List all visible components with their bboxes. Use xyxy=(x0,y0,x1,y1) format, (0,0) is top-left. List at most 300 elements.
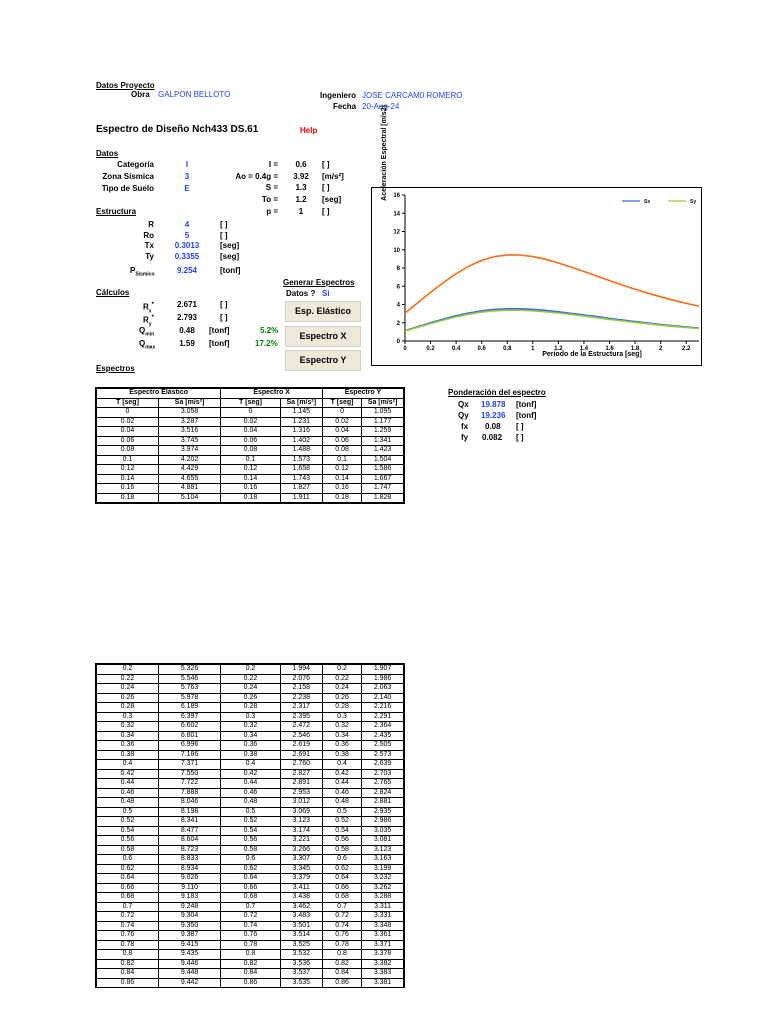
table-cell: 3.069 xyxy=(280,807,322,817)
table-cell: 2.891 xyxy=(280,779,322,789)
table-cell: 0.86 xyxy=(96,978,158,988)
table-cell: 0.82 xyxy=(96,959,158,969)
table-cell: 2.472 xyxy=(280,722,322,732)
ao-value: 3.92 xyxy=(293,172,309,181)
table-cell: 0.1 xyxy=(221,455,280,465)
table-row xyxy=(96,959,404,969)
table-row xyxy=(96,493,404,503)
table-cell: 0.52 xyxy=(322,817,361,827)
x-tick-label: 0.6 xyxy=(477,346,486,352)
table-cell: 2.158 xyxy=(280,684,322,694)
table-cell: 0.7 xyxy=(322,902,361,912)
qmax-percent: 17.2% xyxy=(255,339,278,348)
table-cell: 2.986 xyxy=(362,817,404,827)
r-label: R xyxy=(148,220,154,229)
categoria-label: Categoría xyxy=(117,160,154,169)
table-cell: 0.58 xyxy=(322,845,361,855)
fecha-value[interactable]: 20-Aug-24 xyxy=(362,102,400,111)
x-tick-label: 0.4 xyxy=(451,346,461,352)
table-cell: 7.371 xyxy=(158,760,220,770)
table-cell: 0.84 xyxy=(322,969,361,979)
table-row xyxy=(96,474,404,484)
table-cell: 7.186 xyxy=(158,750,220,760)
table-cell: 0 xyxy=(322,408,361,418)
table-cell: 0.82 xyxy=(221,959,280,969)
table-cell: 0.64 xyxy=(322,874,361,884)
ingeniero-label: Ingeniero xyxy=(320,91,357,100)
table-cell: 3.035 xyxy=(362,826,404,836)
r-value[interactable]: 4 xyxy=(184,220,190,229)
table-cell: 8.934 xyxy=(158,864,220,874)
table-cell: 2.216 xyxy=(362,703,404,713)
table-cell: 0.28 xyxy=(96,703,158,713)
table-row xyxy=(96,864,404,874)
table-cell: 0.44 xyxy=(322,779,361,789)
qy-value: 19.236 xyxy=(481,411,506,420)
table-cell: 0.24 xyxy=(96,684,158,694)
table-cell: 0 xyxy=(96,408,158,418)
qx-value: 19.878 xyxy=(481,400,506,409)
ro-value[interactable]: 5 xyxy=(184,231,190,240)
table-cell: 0.2 xyxy=(96,664,158,674)
table-row xyxy=(96,684,404,694)
table-row xyxy=(96,798,404,808)
qmin-value: 0.48 xyxy=(179,326,195,335)
ry-label: $R_y^*$ xyxy=(143,315,154,328)
table-cell: 0.44 xyxy=(221,779,280,789)
y-tick-label: 6 xyxy=(396,284,400,291)
table-cell: 0.68 xyxy=(221,893,280,903)
table-cell: 2.395 xyxy=(280,712,322,722)
table-cell: 3.345 xyxy=(280,864,322,874)
table-cell: 0.54 xyxy=(96,826,158,836)
table-cell: 2.639 xyxy=(362,760,404,770)
table-cell: 3.525 xyxy=(280,940,322,950)
table-cell: 0.32 xyxy=(96,722,158,732)
tx-unit: [seg] xyxy=(220,241,240,250)
table-cell: 0.66 xyxy=(221,883,280,893)
table-row xyxy=(96,446,404,456)
table-cell: 0.08 xyxy=(221,446,280,456)
table-row xyxy=(96,769,404,779)
table-cell: 0.32 xyxy=(322,722,361,732)
suelo-value[interactable]: E xyxy=(184,184,190,193)
legend-label: Sx xyxy=(644,199,651,205)
table-cell: 0.56 xyxy=(322,836,361,846)
table-row xyxy=(96,883,404,893)
table-cell: 0.78 xyxy=(322,940,361,950)
table-cell: 2.703 xyxy=(362,769,404,779)
table-cell: 0.24 xyxy=(322,684,361,694)
chart-ylabel: Aceleración Espectral [m/s2] xyxy=(381,105,388,201)
table-cell: 2.238 xyxy=(280,693,322,703)
to-unit: [seg] xyxy=(322,195,342,204)
table-cell: 0.7 xyxy=(96,902,158,912)
table-cell: 9.415 xyxy=(158,940,220,950)
y-tick-label: 8 xyxy=(396,266,400,272)
obra-label: Obra xyxy=(131,90,150,99)
table-cell: 0 xyxy=(221,408,280,418)
table-cell: 5.104 xyxy=(158,493,220,503)
datos-question-label: Datos ? xyxy=(286,289,316,298)
table-cell: 0.58 xyxy=(96,845,158,855)
table-cell: 0.06 xyxy=(96,436,158,446)
y-tick-label: 14 xyxy=(393,211,400,218)
esp-elastico-button[interactable]: Esp. Elástico xyxy=(285,301,361,322)
qmax-value: 1.59 xyxy=(179,339,195,348)
table-row xyxy=(96,855,404,865)
table-cell: 5.326 xyxy=(158,664,220,674)
table-cell: 2.291 xyxy=(362,712,404,722)
table-column-header: Sa [m/s²] xyxy=(158,398,220,408)
table-cell: 0.62 xyxy=(322,864,361,874)
qmin-percent: 5.2% xyxy=(260,326,279,335)
table-cell: 0.6 xyxy=(221,855,280,865)
table-row xyxy=(96,484,404,494)
table-cell: 2.760 xyxy=(280,760,322,770)
generar-espectros-label: Generar Espectros xyxy=(283,278,355,287)
table-cell: 3.438 xyxy=(280,893,322,903)
table-cell: 3.307 xyxy=(280,855,322,865)
table-cell: 3.348 xyxy=(362,921,404,931)
i-label: I = xyxy=(268,160,278,169)
table-cell: 0.2 xyxy=(221,664,280,674)
table-cell: 0.64 xyxy=(221,874,280,884)
x-tick-label: 0 xyxy=(403,346,407,352)
table-cell: 8.833 xyxy=(158,855,220,865)
table-column-header: T [seg] xyxy=(221,398,280,408)
table-cell: 3.221 xyxy=(280,836,322,846)
table-cell: 0.52 xyxy=(96,817,158,827)
ry-value: 2.793 xyxy=(176,313,198,322)
table-cell: 0.26 xyxy=(221,693,280,703)
table-row xyxy=(96,978,404,988)
s-value: 1.3 xyxy=(295,183,307,192)
table-cell: 9.304 xyxy=(158,912,220,922)
table-cell: 0.46 xyxy=(322,788,361,798)
table-cell: 2.546 xyxy=(280,731,322,741)
table-cell: 0.18 xyxy=(322,493,361,503)
chart-ylabel-wrap xyxy=(378,96,392,216)
table-cell: 0.8 xyxy=(221,950,280,960)
table-row xyxy=(96,722,404,732)
table-cell: 0.12 xyxy=(96,465,158,475)
table-cell: 2.881 xyxy=(362,798,404,808)
table-cell: 6.801 xyxy=(158,731,220,741)
ao-label: Ao = 0.4g = xyxy=(235,172,278,181)
qy-label: Qy xyxy=(458,411,469,420)
table-cell: 0.46 xyxy=(221,788,280,798)
table-cell: 0.76 xyxy=(96,931,158,941)
qmin-unit: [tonf] xyxy=(209,326,230,335)
x-tick-label: 1.6 xyxy=(605,346,614,352)
table-cell: 3.462 xyxy=(280,902,322,912)
table-cell: 0.14 xyxy=(221,474,280,484)
table-cell: 0.32 xyxy=(221,722,280,732)
table-cell: 1.177 xyxy=(362,417,404,427)
rx-unit: [ ] xyxy=(220,300,228,309)
table-row xyxy=(96,940,404,950)
table-row xyxy=(96,455,404,465)
zona-label: Zona Sísmica xyxy=(102,172,154,181)
tx-value[interactable]: 0.3013 xyxy=(174,241,200,250)
table-cell: 0.18 xyxy=(221,493,280,503)
espectros-heading: Espectros xyxy=(96,364,135,373)
qmin-label: $Q_{min}$ xyxy=(139,326,155,338)
table-row xyxy=(96,750,404,760)
table-cell: 0.06 xyxy=(322,436,361,446)
fx-label: fx xyxy=(461,422,469,431)
datos-heading: Datos xyxy=(96,149,119,158)
table-cell: 0.78 xyxy=(221,940,280,950)
table-cell: 5.763 xyxy=(158,684,220,694)
table-cell: 1.402 xyxy=(280,436,322,446)
table-cell: 5.978 xyxy=(158,693,220,703)
table-cell: 4.881 xyxy=(158,484,220,494)
table-cell: 0.74 xyxy=(322,921,361,931)
table-cell: 0.4 xyxy=(221,760,280,770)
table-cell: 0.76 xyxy=(221,931,280,941)
table-cell: 3.012 xyxy=(280,798,322,808)
table-row xyxy=(96,845,404,855)
ingeniero-value[interactable]: JOSE CARCAM0 ROMERO xyxy=(362,91,463,100)
table-cell: 0.04 xyxy=(221,427,280,437)
table-cell: 3.371 xyxy=(362,940,404,950)
table-cell: 9.448 xyxy=(158,969,220,979)
table-cell: 0.14 xyxy=(96,474,158,484)
table-cell: 1.911 xyxy=(280,493,322,503)
table-cell: 2.435 xyxy=(362,731,404,741)
table-column-header: Sa [m/s²] xyxy=(362,398,404,408)
zona-value[interactable]: 3 xyxy=(184,172,190,181)
table-cell: 3.536 xyxy=(280,959,322,969)
table-cell: 0.38 xyxy=(322,750,361,760)
ty-value[interactable]: 0.3355 xyxy=(174,252,200,261)
table-cell: 1.423 xyxy=(362,446,404,456)
table-row xyxy=(96,874,404,884)
table-group-header: Espectro Elástico xyxy=(96,388,221,398)
table-cell: 3.514 xyxy=(280,931,322,941)
suelo-label: Tipo de Suelo xyxy=(101,184,154,193)
table-cell: 1.747 xyxy=(362,484,404,494)
table-cell: 1.145 xyxy=(280,408,322,418)
table-cell: 9.026 xyxy=(158,874,220,884)
fecha-label: Fecha xyxy=(333,102,357,111)
table-cell: 2.364 xyxy=(362,722,404,732)
y-tick-label: 10 xyxy=(393,247,400,254)
table-cell: 0.34 xyxy=(322,731,361,741)
table-cell: 0.26 xyxy=(322,693,361,703)
to-label: To = xyxy=(261,195,278,204)
table-cell: 0.7 xyxy=(221,902,280,912)
table-cell: 2.317 xyxy=(280,703,322,713)
i-unit: [ ] xyxy=(322,160,330,169)
categoria-value[interactable]: I xyxy=(185,160,189,169)
table-row xyxy=(96,741,404,751)
table-cell: 0.04 xyxy=(322,427,361,437)
table-cell: 0.22 xyxy=(221,674,280,684)
table-cell: 0.5 xyxy=(221,807,280,817)
table-cell: 3.383 xyxy=(362,969,404,979)
spectrum-chart xyxy=(371,187,702,366)
qmax-unit: [tonf] xyxy=(209,339,230,348)
table-cell: 0.02 xyxy=(221,417,280,427)
table-cell: 3.123 xyxy=(280,817,322,827)
table-cell: 9.350 xyxy=(158,921,220,931)
table-row xyxy=(96,674,404,684)
table-cell: 0.26 xyxy=(96,693,158,703)
table-cell: 3.288 xyxy=(362,893,404,903)
y-tick-label: 16 xyxy=(393,193,400,199)
spectrum-table-top xyxy=(95,387,405,504)
s-label: S = xyxy=(265,183,278,192)
p-sismico-value[interactable]: 9.254 xyxy=(176,266,198,275)
table-cell: 0.72 xyxy=(322,912,361,922)
table-cell: 0.44 xyxy=(96,779,158,789)
table-cell: 0.08 xyxy=(96,446,158,456)
table-cell: 3.745 xyxy=(158,436,220,446)
x-tick-label: 2.2 xyxy=(682,346,691,352)
table-cell: 1.488 xyxy=(280,446,322,456)
table-cell: 0.12 xyxy=(322,465,361,475)
datos-question-value[interactable]: Si xyxy=(322,289,330,298)
table-row xyxy=(96,712,404,722)
table-cell: 0.74 xyxy=(221,921,280,931)
table-row xyxy=(96,931,404,941)
table-cell: 0.34 xyxy=(96,731,158,741)
table-cell: 2.827 xyxy=(280,769,322,779)
table-cell: 2.935 xyxy=(362,807,404,817)
table-row xyxy=(96,408,404,418)
y-tick-label: 0 xyxy=(396,339,400,345)
y-tick-label: 4 xyxy=(396,302,400,309)
table-cell: 4.655 xyxy=(158,474,220,484)
table-cell: 6.397 xyxy=(158,712,220,722)
obra-value[interactable]: GALPON BELLOTO xyxy=(158,90,231,99)
table-cell: 0.48 xyxy=(221,798,280,808)
qx-unit: [tonf] xyxy=(516,400,537,409)
ty-unit: [seg] xyxy=(220,252,240,261)
table-row xyxy=(96,817,404,827)
table-cell: 2.140 xyxy=(362,693,404,703)
table-cell: 0.04 xyxy=(96,427,158,437)
table-cell: 1.341 xyxy=(362,436,404,446)
table-cell: 0.38 xyxy=(96,750,158,760)
table-cell: 1.986 xyxy=(362,674,404,684)
table-cell: 0.68 xyxy=(322,893,361,903)
table-cell: 6.602 xyxy=(158,722,220,732)
table-cell: 9.435 xyxy=(158,950,220,960)
table-cell: 8.723 xyxy=(158,845,220,855)
table-cell: 9.387 xyxy=(158,931,220,941)
table-cell: 0.16 xyxy=(322,484,361,494)
table-cell: 4.202 xyxy=(158,455,220,465)
table-row xyxy=(96,760,404,770)
qy-unit: [tonf] xyxy=(516,411,537,420)
table-cell: 2.953 xyxy=(280,788,322,798)
table-cell: 0.36 xyxy=(322,741,361,751)
x-tick-label: 1 xyxy=(531,346,535,352)
table-cell: 0.58 xyxy=(221,845,280,855)
table-cell: 0.12 xyxy=(221,465,280,475)
table-cell: 0.34 xyxy=(221,731,280,741)
table-cell: 8.604 xyxy=(158,836,220,846)
table-cell: 0.14 xyxy=(322,474,361,484)
table-cell: 1.907 xyxy=(362,664,404,674)
table-cell: 0.62 xyxy=(96,864,158,874)
table-row xyxy=(96,902,404,912)
table-cell: 0.78 xyxy=(96,940,158,950)
table-cell: 0.76 xyxy=(322,931,361,941)
ro-label: Ro xyxy=(143,231,154,240)
table-cell: 7.888 xyxy=(158,788,220,798)
x-tick-label: 2 xyxy=(658,346,663,352)
table-cell: 0.66 xyxy=(322,883,361,893)
table-group-header: Espectro X xyxy=(221,388,323,398)
x-tick-label: 0.8 xyxy=(503,346,512,352)
table-cell: 1.095 xyxy=(362,408,404,418)
to-value: 1.2 xyxy=(295,195,307,204)
fy-unit: [ ] xyxy=(516,433,524,442)
table-cell: 3.123 xyxy=(362,845,404,855)
table-cell: 0.42 xyxy=(96,769,158,779)
table-cell: 3.501 xyxy=(280,921,322,931)
table-cell: 3.287 xyxy=(158,417,220,427)
espectro-y-button[interactable]: Espectro Y xyxy=(285,350,361,371)
p-sismico-unit: [tonf] xyxy=(220,266,241,275)
table-group-header-row xyxy=(96,388,404,398)
table-cell: 1.828 xyxy=(362,493,404,503)
table-row xyxy=(96,836,404,846)
espectro-x-button[interactable]: Espectro X xyxy=(285,326,361,347)
table-cell: 3.199 xyxy=(362,864,404,874)
table-cell: 1.586 xyxy=(362,465,404,475)
table-row xyxy=(96,788,404,798)
table-column-header-row xyxy=(96,398,404,408)
table-row xyxy=(96,436,404,446)
table-cell: 6.996 xyxy=(158,741,220,751)
table-cell: 1.504 xyxy=(362,455,404,465)
fx-value: 0.08 xyxy=(485,422,501,431)
table-cell: 0.54 xyxy=(221,826,280,836)
table-cell: 9.110 xyxy=(158,883,220,893)
table-cell: 1.316 xyxy=(280,427,322,437)
table-cell: 0.86 xyxy=(221,978,280,988)
r-unit: [ ] xyxy=(220,220,228,229)
series-line xyxy=(405,310,699,331)
table-cell: 8.341 xyxy=(158,817,220,827)
table-cell: 3.381 xyxy=(362,978,404,988)
ao-unit: [m/s²] xyxy=(322,172,344,181)
table-cell: 0.66 xyxy=(96,883,158,893)
help-link[interactable]: Help xyxy=(300,126,318,135)
qmax-label: $Q_{max}$ xyxy=(139,339,156,351)
table-cell: 0.02 xyxy=(322,417,361,427)
p-sismico-label: $P_{Sísmico}$ xyxy=(130,266,155,278)
table-row xyxy=(96,826,404,836)
table-cell: 3.232 xyxy=(362,874,404,884)
table-cell: 0.72 xyxy=(221,912,280,922)
table-cell: 0.1 xyxy=(96,455,158,465)
table-cell: 0.6 xyxy=(322,855,361,865)
table-cell: 0.36 xyxy=(221,741,280,751)
table-cell: 9.442 xyxy=(158,978,220,988)
table-row xyxy=(96,807,404,817)
table-cell: 0.82 xyxy=(322,959,361,969)
table-cell: 2.076 xyxy=(280,674,322,684)
table-cell: 0.2 xyxy=(322,664,361,674)
table-cell: 0.3 xyxy=(322,712,361,722)
